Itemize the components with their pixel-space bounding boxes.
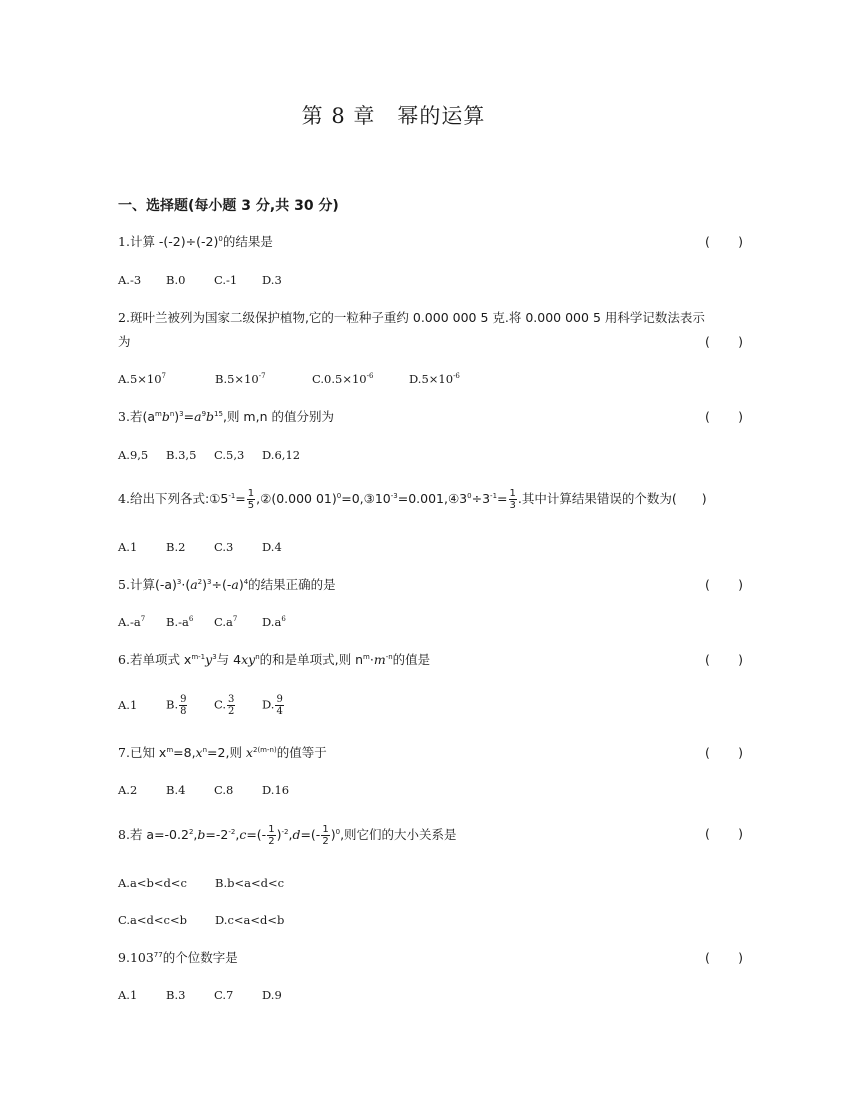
option-b[interactable]: B. $\frac{9}{8}$ xyxy=(166,694,187,717)
option-c[interactable]: C.-1 xyxy=(214,273,238,287)
question-7-options xyxy=(118,781,289,799)
option-a[interactable]: A.a<b<d<c xyxy=(118,876,187,890)
option-c[interactable]: C.3 xyxy=(214,540,234,554)
option-c[interactable]: C.8 xyxy=(214,783,234,797)
question-2: 2.斑叶兰被列为国家二级保护植物,它的一粒种子重约 0.000 000 5 克.将 0.000 000 5 用科学记数法表示 xyxy=(118,310,705,325)
question-1: 1.计算 $-(-2)\div(-2)^0$的结果是 ( ) xyxy=(118,232,743,252)
question-3: 3.若$(a^mb^n)^3=a^9b^{15}$,则 m,n 的值分别为 ( ) xyxy=(118,407,743,427)
answer-paren: ( ) xyxy=(705,409,743,424)
question-2-line2: 为 ( ) xyxy=(118,332,743,352)
question-8-options-row1 xyxy=(118,874,284,892)
option-a[interactable]: A.-3 xyxy=(118,273,142,287)
answer-paren: ( ) xyxy=(705,652,743,667)
option-d[interactable]: D.9 xyxy=(262,988,282,1002)
question-9: 9.103$^{77}$的个位数字是 ( ) xyxy=(118,948,743,968)
question-3-options xyxy=(118,446,300,464)
option-d[interactable]: D.3 xyxy=(262,273,282,287)
option-b[interactable]: B.0 xyxy=(166,273,186,287)
option-d[interactable]: D.16 xyxy=(262,783,290,797)
option-a[interactable]: A.1 xyxy=(118,697,138,712)
option-d[interactable]: $D.a^6$ xyxy=(262,615,286,629)
answer-paren: ( ) xyxy=(705,826,743,841)
option-d[interactable]: D. $\frac{9}{4}$ xyxy=(262,694,283,717)
question-1-text: 计算 -(-2)÷(-2) xyxy=(129,234,219,249)
option-a[interactable]: $A.-a^7$ xyxy=(118,615,146,629)
section-heading: 一、选择题(每小题 3 分,共 30 分) xyxy=(118,198,339,214)
question-4: 4.给出下列各式$:①5^{-1}=$ $\frac{1}{5}$ ,②(0.000 $01)^0=0,③10^{-3}=0.001,④3^0\div 3^{-1}=$ $\frac{1}{3}$ .其中计算结果错误的个数为( ) xyxy=(118,488,707,511)
question-1-options xyxy=(118,271,282,289)
option-d[interactable]: D.4 xyxy=(262,540,282,554)
answer-paren: ( ) xyxy=(705,234,743,249)
option-b[interactable]: B.3 xyxy=(166,988,186,1002)
option-c[interactable]: $C.0.5\times 10^{-6}$ xyxy=(312,372,374,386)
answer-paren: ( ) xyxy=(705,950,743,965)
option-c[interactable]: C.7 xyxy=(214,988,234,1002)
option-c[interactable]: C.a<d<c<b xyxy=(118,913,187,927)
question-7: 7.已知 $x^m=8,x^n=2$,则 $x^{2(m-n)}$的值等于 ( ) xyxy=(118,743,743,763)
option-d[interactable]: D.c<a<d<b xyxy=(215,913,285,927)
option-a[interactable]: A.9,5 xyxy=(118,448,149,462)
page-title: 第 8 章 幂的运算 xyxy=(301,104,486,128)
question-4-options xyxy=(118,538,282,556)
question-9-options xyxy=(118,986,282,1004)
option-a[interactable]: A.1 xyxy=(118,988,138,1002)
option-b[interactable]: B.4 xyxy=(166,783,186,797)
option-b[interactable]: B.3,5 xyxy=(166,448,197,462)
option-d[interactable]: $D.5\times 10^{-6}$ xyxy=(409,372,460,386)
option-a[interactable]: A.2 xyxy=(118,783,138,797)
option-d[interactable]: D.6,12 xyxy=(262,448,301,462)
option-b[interactable]: $B.-a^6$ xyxy=(166,615,194,629)
question-8: 8.若 $a=-0.2^2,b=-2^{-2},c=(-$ $\frac{1}{2}$ )$^{-2}$,d=(- $\frac{1}{2}$ )$^0$,则它们的大小关系是 ( ) xyxy=(118,824,743,847)
option-c[interactable]: C. $\frac{3}{2}$ xyxy=(214,694,235,717)
option-a[interactable]: A.1 xyxy=(118,540,138,554)
option-c[interactable]: C.5,3 xyxy=(214,448,245,462)
option-b[interactable]: B.b<a<d<c xyxy=(215,876,285,890)
option-b[interactable]: $B.5\times 10^{-7}$ xyxy=(215,372,266,386)
answer-paren: ( ) xyxy=(705,577,743,592)
question-6: 6.若单项式 $x^{m-1}y^3$与 $4xy^n$的和是单项式,则 $n^m\cdot m^{-n}$的值是 ( ) xyxy=(118,650,743,670)
question-8-options-row2 xyxy=(118,911,284,929)
option-a[interactable]: $A.5\times 10^7$ xyxy=(118,372,167,386)
question-6-options xyxy=(118,694,285,717)
answer-paren: ( ) xyxy=(705,745,743,760)
question-5: 5.计算$(-a)^3\cdot(a^2)^3\div(-a)^4$的结果正确的是 ( ) xyxy=(118,575,743,595)
question-5-options xyxy=(118,613,286,631)
option-c[interactable]: $C.a^7$ xyxy=(214,615,238,629)
question-2-text: 斑叶兰被列为国家二级保护植物,它的一粒种子重约 0.000 000 5 克.将 0.000 000 5 用科学记数法表示 xyxy=(129,310,705,325)
option-b[interactable]: B.2 xyxy=(166,540,186,554)
question-2-options xyxy=(118,370,460,388)
answer-paren: ( ) xyxy=(705,334,743,349)
